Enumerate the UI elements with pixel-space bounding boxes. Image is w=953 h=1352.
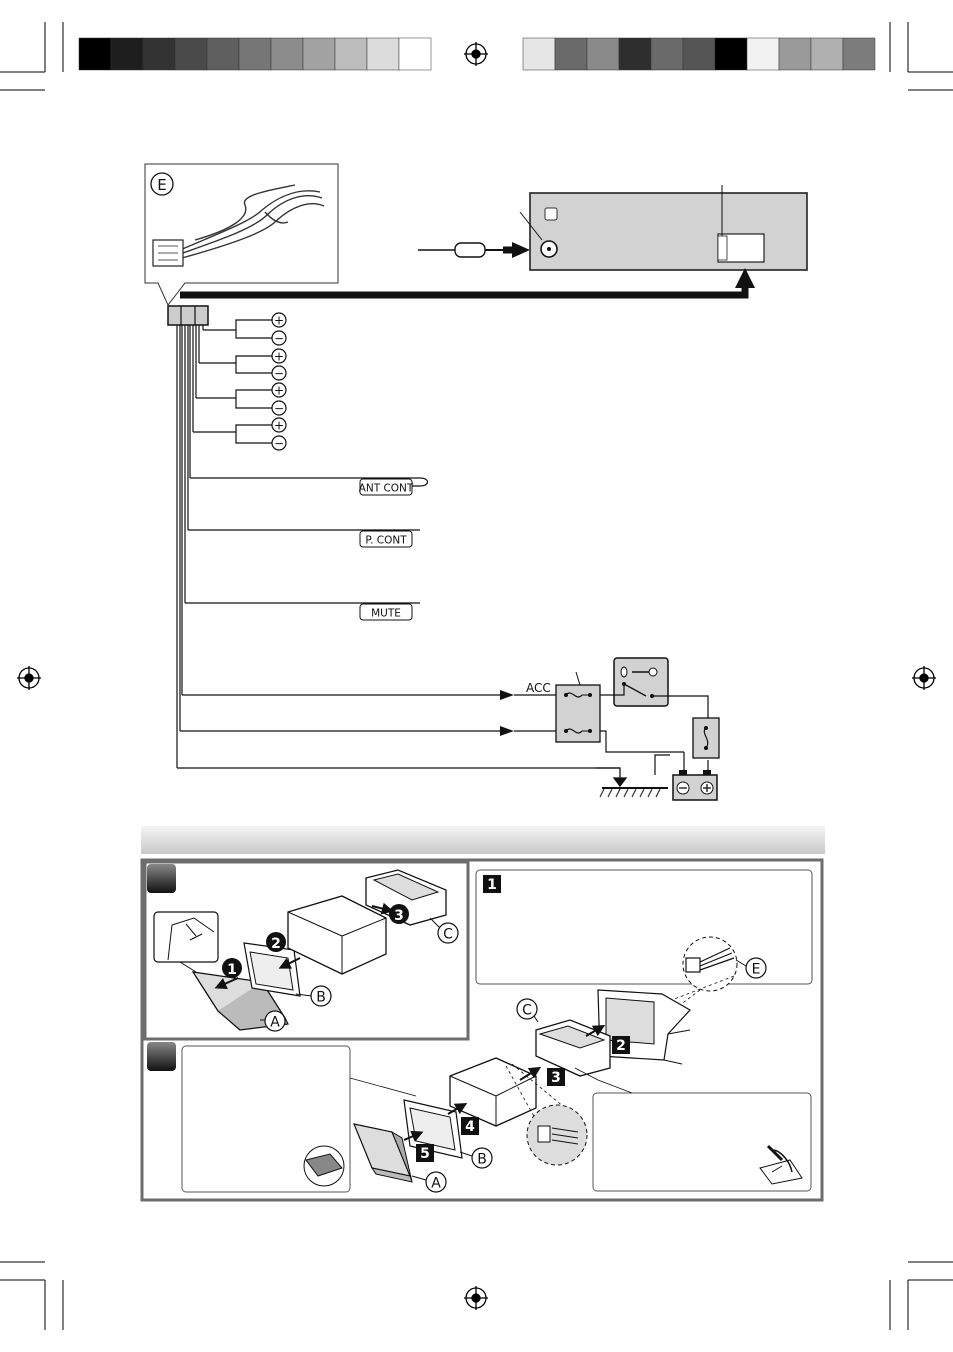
registration-mark-icon bbox=[464, 42, 488, 66]
svg-text:−: − bbox=[273, 366, 285, 381]
registration-swatch bbox=[555, 38, 587, 70]
svg-text:E: E bbox=[751, 961, 761, 978]
minus-terminal-icon bbox=[272, 331, 286, 346]
svg-text:B: B bbox=[477, 1151, 487, 1168]
installation-step-1: 1 bbox=[487, 877, 497, 893]
removal-part-c bbox=[438, 923, 458, 943]
registration-bar-right bbox=[523, 38, 875, 70]
acc-label: ACC bbox=[526, 681, 551, 695]
battery-icon bbox=[673, 770, 717, 800]
svg-text:1: 1 bbox=[227, 962, 237, 978]
accessory-e-callout bbox=[145, 164, 338, 305]
inline-fuse bbox=[693, 718, 719, 758]
removal-step-2 bbox=[266, 932, 286, 952]
removal-step-1 bbox=[222, 958, 242, 978]
plus-terminal-icon bbox=[272, 313, 286, 328]
registration-swatch bbox=[779, 38, 811, 70]
fuse-box bbox=[556, 672, 600, 742]
section-header-bar bbox=[141, 826, 825, 854]
registration-mark-icon bbox=[17, 666, 41, 690]
registration-swatch bbox=[111, 38, 143, 70]
svg-text:3: 3 bbox=[394, 908, 404, 924]
registration-swatch bbox=[619, 38, 651, 70]
installation-panel-tab bbox=[147, 1042, 176, 1071]
installation-step-2: 2 bbox=[616, 1038, 626, 1054]
speaker-terminals bbox=[272, 313, 286, 451]
registration-mark-icon bbox=[464, 1286, 488, 1310]
svg-text:MUTE: MUTE bbox=[371, 607, 401, 620]
svg-text:2: 2 bbox=[271, 936, 281, 952]
registration-swatch bbox=[843, 38, 875, 70]
svg-text:−: − bbox=[273, 401, 285, 416]
speaker-wires bbox=[193, 320, 272, 443]
svg-text:C: C bbox=[443, 926, 453, 943]
antenna-cable bbox=[418, 242, 530, 258]
svg-text:B: B bbox=[316, 989, 326, 1006]
plus-terminal-icon bbox=[272, 349, 286, 364]
head-unit-rear bbox=[520, 185, 807, 270]
installation-step-4: 4 bbox=[465, 1119, 475, 1135]
svg-text:C: C bbox=[522, 1002, 532, 1019]
accessory-letter: E bbox=[157, 176, 167, 194]
removal-part-a bbox=[265, 1011, 285, 1031]
registration-swatch bbox=[143, 38, 175, 70]
installation-head-unit bbox=[450, 1058, 536, 1126]
plus-terminal-icon bbox=[272, 418, 286, 433]
power-control-tag bbox=[360, 531, 412, 547]
svg-text:−: − bbox=[273, 331, 285, 346]
svg-text:+: + bbox=[273, 313, 285, 328]
harness-main-cable bbox=[180, 285, 745, 295]
registration-swatch bbox=[79, 38, 111, 70]
registration-swatch bbox=[683, 38, 715, 70]
arrow-icon bbox=[512, 242, 530, 258]
antenna-control-tag bbox=[359, 479, 414, 495]
installation-step-5: 5 bbox=[420, 1146, 430, 1162]
registration-bar-left bbox=[79, 38, 431, 70]
removal-panel-tab bbox=[147, 864, 176, 893]
svg-text:−: − bbox=[273, 436, 285, 451]
svg-text:ANT CONT: ANT CONT bbox=[358, 482, 414, 495]
installation-part-a bbox=[426, 1172, 446, 1192]
minus-terminal-icon bbox=[272, 401, 286, 416]
minus-terminal-icon bbox=[272, 436, 286, 451]
svg-text:+: + bbox=[273, 383, 285, 398]
installation-right-note bbox=[575, 1068, 811, 1191]
registration-swatch bbox=[587, 38, 619, 70]
harness-connector bbox=[168, 306, 208, 325]
svg-text:A: A bbox=[431, 1175, 441, 1192]
installation-part-c bbox=[517, 999, 537, 1019]
registration-swatch bbox=[271, 38, 303, 70]
arrow-icon bbox=[735, 268, 755, 288]
registration-swatch bbox=[207, 38, 239, 70]
removal-panel bbox=[145, 862, 468, 1039]
ignition-switch bbox=[614, 658, 668, 706]
arrow-icon bbox=[500, 726, 514, 736]
registration-swatch bbox=[335, 38, 367, 70]
installation-part-b bbox=[472, 1148, 492, 1168]
installation-note-box bbox=[476, 870, 812, 991]
registration-swatch bbox=[367, 38, 399, 70]
wire-bundle bbox=[177, 325, 203, 768]
installation-part-e bbox=[746, 958, 766, 978]
mute-tag bbox=[360, 604, 412, 620]
dashboard-opening bbox=[598, 990, 690, 1064]
minus-terminal-icon bbox=[272, 366, 286, 381]
svg-text:A: A bbox=[270, 1014, 280, 1031]
registration-mark-icon bbox=[912, 666, 936, 690]
registration-swatch bbox=[651, 38, 683, 70]
plus-terminal-icon bbox=[272, 383, 286, 398]
ground-icon bbox=[596, 768, 668, 797]
svg-text:+: + bbox=[273, 418, 285, 433]
registration-swatch bbox=[523, 38, 555, 70]
registration-swatch bbox=[239, 38, 271, 70]
registration-swatch bbox=[747, 38, 779, 70]
arrow-icon bbox=[500, 690, 514, 700]
removal-part-b bbox=[311, 986, 331, 1006]
installation-faceplate-a bbox=[354, 1124, 412, 1182]
registration-swatch bbox=[811, 38, 843, 70]
registration-swatch bbox=[175, 38, 207, 70]
installation-step-3: 3 bbox=[551, 1070, 561, 1086]
svg-text:P. CONT: P. CONT bbox=[365, 534, 407, 547]
svg-text:+: + bbox=[273, 349, 285, 364]
removal-step-3 bbox=[389, 904, 409, 924]
installation-sleeve-c bbox=[517, 999, 610, 1076]
registration-swatch bbox=[399, 38, 431, 70]
registration-swatch bbox=[715, 38, 747, 70]
registration-swatch bbox=[303, 38, 335, 70]
